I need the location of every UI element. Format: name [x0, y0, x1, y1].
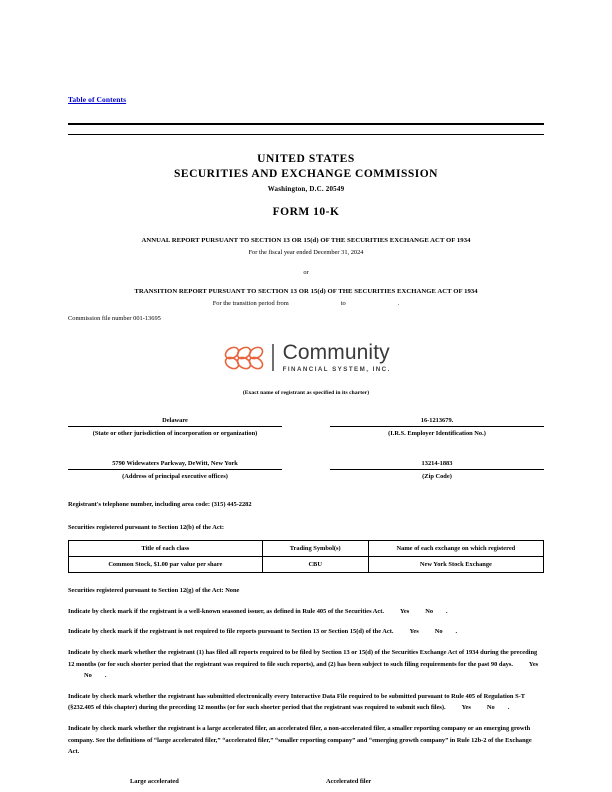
checkmark-wksi-text: Indicate by check mark if the registrant is a well-known seasoned issuer, as defined in Rule 405 of the Securities Act. — [68, 607, 384, 615]
filer-definitions-quote-large-accelerated: “large accelerated filer,” — [153, 736, 221, 744]
checkmark-wksi-yes[interactable]: Yes — [399, 607, 410, 615]
checkmark-filed-reports-text: Indicate by check mark whether the registrant (1) has filed all reports required to be filed by Section 13 or 15(d) of the Securities Exchange Act of 1934 during the preceding 12 months (or for such shorter period that the registrant was required to file such reports), and (2) has been subject to such filing requirements for the past 90 days. — [68, 648, 538, 668]
company-logo — [221, 342, 391, 373]
table-of-contents-link[interactable]: Table of Contents — [68, 95, 127, 104]
checkmark-not-required-to-file — [68, 626, 544, 638]
or-separator: or — [303, 269, 309, 276]
cell-trading-symbol: CBU — [262, 557, 368, 573]
cell-exchange: New York Stock Exchange — [368, 557, 543, 573]
checkmark-wksi-no[interactable]: No — [425, 607, 434, 615]
rule-spacer — [68, 125, 544, 134]
jurisdiction-underline — [68, 426, 282, 427]
checkmark-filed-all-reports — [68, 647, 544, 682]
irs-number-underline — [330, 426, 544, 427]
filer-definitions-part1: Indicate by check mark whether the registrant is a large accelerated filer, an accelerated filer, a non-accelerated filer, a smaller reporting company or an emerging growth company. See the definitions of — [68, 724, 531, 744]
checkmark-interactive-data-file — [68, 691, 544, 714]
annual-report-block — [68, 236, 544, 276]
transition-report-heading: TRANSITION REPORT PURSUANT TO SECTION 13 OR 15(d) OF THE SECURITIES EXCHANGE ACT OF 1934 — [134, 288, 478, 295]
checkmark-filed-reports-period: . — [104, 672, 107, 680]
table-row — [69, 557, 544, 573]
community-knot-logo-icon — [221, 343, 267, 373]
logo-text-block — [283, 342, 391, 373]
jurisdiction-value: Delaware — [162, 417, 188, 425]
exact-name-caption: (Exact name of registrant as specified in its charter) — [242, 390, 370, 397]
checkmark-not-required-text: Indicate by check mark if the registrant is not required to file reports pursuant to Section 13 or Section 15(d) of the Act. — [68, 628, 394, 636]
registrant-phone: Registrant's telephone number, including area code: (315) 445-2282 — [68, 501, 252, 509]
column-header-trading-symbol: Trading Symbol(s) — [262, 541, 368, 557]
checkmark-interactive-data-text: Indicate by check mark whether the registrant has submitted electronically every Interactive Data File required to be submitted pursuant to Rule 405 of Regulation S-T (§232.405 of this chapter) during the preceding 12 months (or for such shorter period that the registrant was required to submit such files). — [68, 692, 525, 712]
checkmark-interactive-data-yes[interactable]: Yes — [461, 704, 471, 712]
zip-code-field — [306, 460, 544, 480]
transition-report-period — [68, 299, 544, 309]
irs-number-value: 16-1213679. — [420, 417, 454, 425]
transition-period-end-punct: . — [397, 300, 400, 307]
heading-washington-dc: Washington, D.C. 20549 — [267, 185, 345, 193]
heading-sec: SECURITIES AND EXCHANGE COMMISSION — [174, 168, 438, 180]
zip-code-caption: (Zip Code) — [422, 473, 452, 481]
heading-form-10k: FORM 10-K — [272, 206, 340, 218]
commission-file-number: Commission file number 001-13695 — [68, 315, 161, 322]
checkmark-wksi — [68, 606, 544, 618]
checkmark-interactive-data-period: . — [507, 704, 510, 712]
zip-code-underline — [330, 469, 544, 470]
transition-period-to-label: to — [340, 300, 346, 307]
address-value: 5790 Widewaters Parkway, DeWitt, New York — [112, 460, 238, 468]
checkmark-interactive-data-no[interactable]: No — [486, 704, 495, 712]
spacer-above-rules — [68, 107, 544, 123]
cell-title-of-class: Common Stock, $1.00 par value per share — [69, 557, 263, 573]
address-underline — [68, 469, 282, 470]
filer-definitions-part2: in Rule 12b-2 of the Exchange Act. — [68, 736, 532, 756]
filer-status-large-accelerated[interactable]: Large accelerated — [130, 777, 179, 785]
column-header-exchange: Name of each exchange on which registered — [368, 541, 543, 557]
annual-report-fiscal-year: For the fiscal year ended December 31, 2024 — [248, 249, 364, 256]
transition-report-block — [68, 287, 544, 309]
agency-heading-block — [68, 152, 544, 218]
filer-status-accelerated-filer[interactable]: Accelerated filer — [326, 777, 372, 785]
checkmark-wksi-period: . — [446, 607, 448, 615]
checkmark-not-required-period: . — [455, 628, 458, 636]
spacer-above-annual — [68, 218, 544, 236]
filer-definitions-quote-accelerated: “accelerated filer,” — [222, 736, 274, 744]
address-caption: (Address of principal executive offices) — [122, 473, 228, 481]
company-logo-container — [68, 342, 544, 373]
section-12g-label: Securities registered pursuant to Section 12(g) of the Act: None — [68, 587, 240, 595]
filer-definitions-sep3: and — [355, 736, 369, 744]
jurisdiction-field — [68, 417, 306, 437]
jurisdiction-caption: (State or other jurisdiction of incorporation or organization) — [92, 430, 258, 438]
checkmark-filed-reports-no[interactable]: No — [84, 672, 92, 680]
filer-status-row — [68, 778, 544, 785]
column-header-title-of-class: Title of each class — [69, 541, 263, 557]
filer-definitions-quote-smaller-reporting: “smaller reporting company” — [275, 736, 356, 744]
checkmark-not-required-yes[interactable]: Yes — [409, 628, 419, 636]
filer-definitions-quote-emerging-growth: “emerging growth company” — [368, 736, 449, 744]
registered-securities-table — [68, 540, 544, 573]
irs-number-field — [306, 417, 544, 437]
jurisdiction-irs-row — [68, 417, 544, 437]
heading-united-states: UNITED STATES — [257, 153, 355, 165]
table-header-row — [69, 541, 544, 557]
annual-report-heading: ANNUAL REPORT PURSUANT TO SECTION 13 OR 15(d) OF THE SECURITIES EXCHANGE ACT OF 1934 — [141, 237, 471, 244]
filer-status-spacer — [68, 778, 130, 785]
spacer-below-rules — [68, 135, 544, 152]
address-zip-row — [68, 460, 544, 480]
logo-divider — [272, 344, 273, 371]
address-field — [68, 460, 306, 480]
zip-code-value: 13214-1883 — [421, 460, 453, 468]
irs-number-caption: (I.R.S. Employer Identification No.) — [388, 430, 486, 438]
checkmark-filed-reports-yes[interactable]: Yes — [528, 660, 539, 668]
logo-company-tagline: FINANCIAL SYSTEM, INC. — [282, 366, 391, 373]
checkmark-not-required-no[interactable]: No — [434, 628, 443, 636]
logo-company-name: Community — [282, 341, 390, 364]
section-12b-label: Securities registered pursuant to Section 12(b) of the Act: — [68, 524, 224, 532]
checkmark-filer-definitions — [68, 723, 544, 758]
toc-link-container — [68, 0, 544, 107]
transition-period-from-label: For the transition period from — [212, 300, 289, 307]
